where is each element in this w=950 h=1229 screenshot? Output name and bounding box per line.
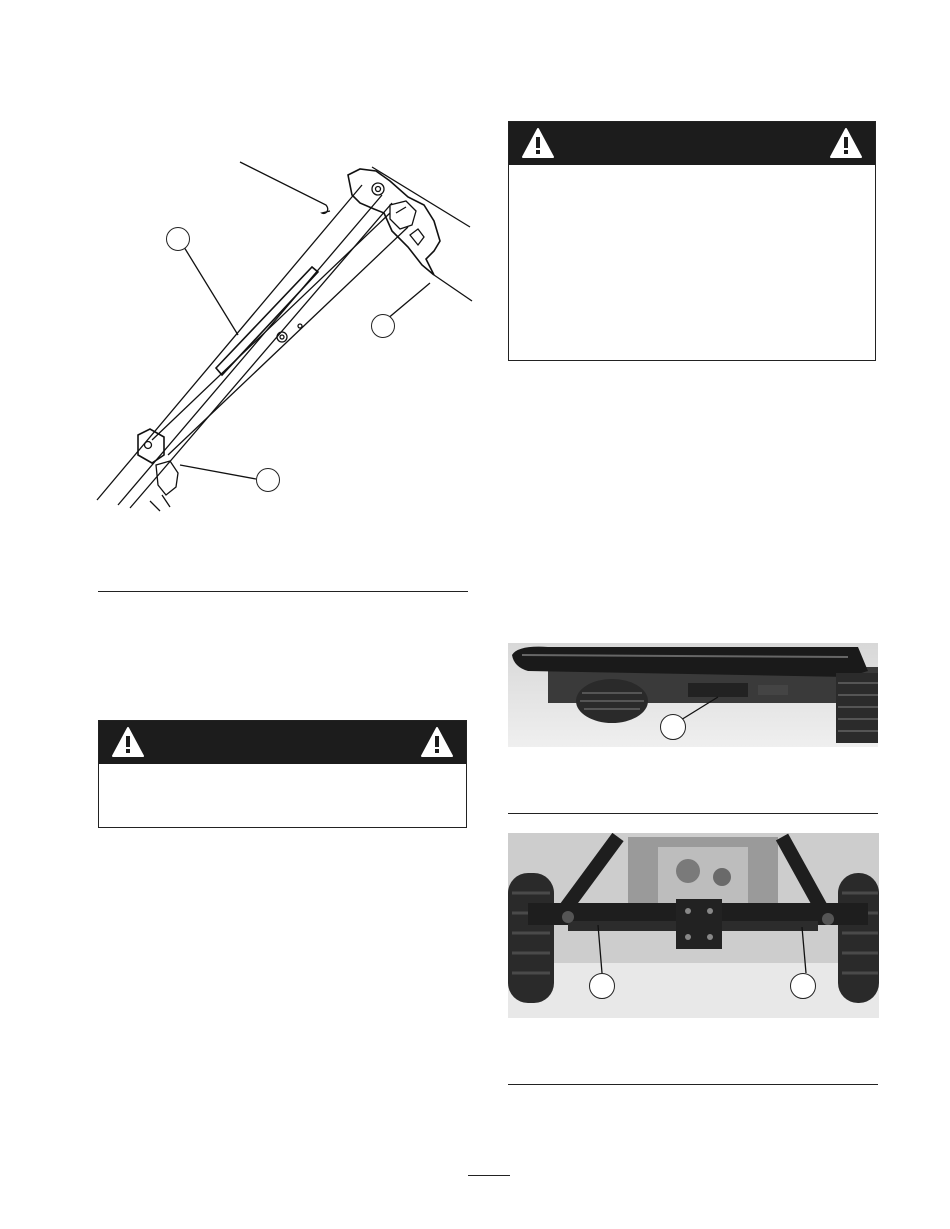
figure-3-rule xyxy=(508,1084,878,1085)
callout-3-fig1 xyxy=(256,468,280,492)
callout-1-fig1 xyxy=(166,227,190,251)
warning-body-text xyxy=(509,165,875,360)
callout-1-fig2 xyxy=(660,714,686,740)
callout-2-fig3 xyxy=(790,973,816,999)
warning-body-text xyxy=(99,764,466,827)
warning-box-top xyxy=(508,121,876,361)
rear-axle-photo xyxy=(508,833,879,1018)
page-number-rule xyxy=(468,1175,510,1176)
warning-box-bottom xyxy=(98,720,467,828)
front-bumper-photo xyxy=(508,643,878,747)
warning-triangle-icon xyxy=(829,127,863,159)
warning-header-bar xyxy=(509,122,875,165)
figure-2-rule xyxy=(508,813,878,814)
warning-triangle-icon xyxy=(420,726,454,758)
callout-1-fig3 xyxy=(589,973,615,999)
figure-1-rule xyxy=(98,591,468,592)
warning-triangle-icon xyxy=(521,127,555,159)
warning-triangle-icon xyxy=(111,726,145,758)
warning-header-bar xyxy=(99,721,466,764)
callout-2-fig1 xyxy=(371,314,395,338)
frame-rail-drawing xyxy=(90,155,480,515)
